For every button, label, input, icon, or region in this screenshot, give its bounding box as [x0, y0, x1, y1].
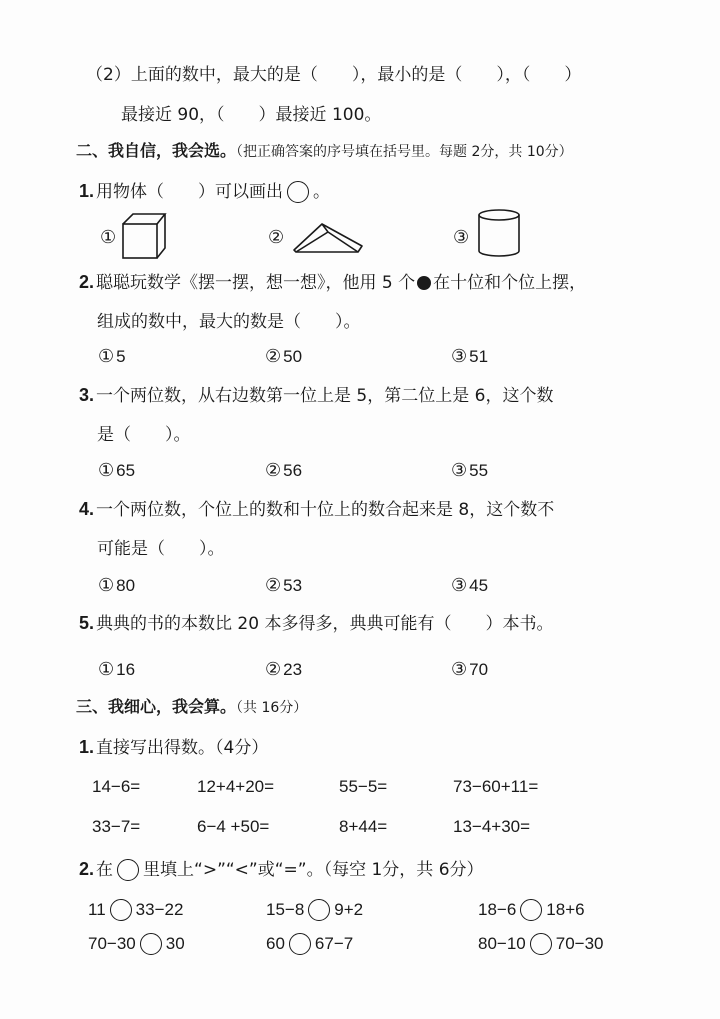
option-value: 65	[116, 461, 136, 480]
question-1-number: 1.	[79, 181, 95, 201]
compare-left: 60	[266, 934, 285, 953]
calc-item: 8+44=	[339, 817, 388, 836]
question-4	[79, 497, 554, 522]
answer-circle[interactable]	[289, 933, 311, 955]
option-mark: ①	[98, 346, 115, 367]
compare-item	[88, 897, 183, 923]
option-mark: ②	[265, 346, 282, 367]
answer-circle[interactable]	[308, 899, 330, 921]
section-3-title: 三、我细心，我会算。	[76, 697, 237, 716]
q4-option-1	[98, 574, 135, 598]
question-4-text: 一个两位数，个位上的数和十位上的数合起来是 8，这个数不	[96, 500, 555, 520]
answer-circle[interactable]	[530, 933, 552, 955]
compare-item	[478, 897, 585, 923]
compare-question-2	[79, 857, 484, 882]
section-3-note: （共 16分）	[236, 700, 308, 716]
question-1-text-end: 。	[313, 182, 331, 202]
option-mark: ②	[265, 575, 282, 596]
part1-q2-line2: 最接近 90，（ ）最接近 100。	[121, 105, 382, 125]
calc-item: 13−4+30=	[453, 817, 531, 836]
q4-option-2	[265, 574, 302, 598]
calc-item: 14−6=	[92, 777, 141, 796]
calc-item: 73−60+11=	[453, 777, 539, 796]
compare-question-2-text-end: 里填上“>”“<”或“=”。（每空 1分，共 6分）	[143, 860, 484, 880]
compare-left: 70−30	[88, 934, 136, 953]
question-4-line2: 可能是（ ）。	[97, 539, 225, 559]
option-mark: ③	[451, 575, 468, 596]
question-1-text: 用物体（ ）可以画出	[96, 182, 284, 202]
compare-item	[478, 931, 604, 957]
calc-question-1-number: 1.	[79, 737, 95, 757]
option-mark: ①	[98, 575, 115, 596]
option-value: 16	[116, 660, 136, 679]
option-value: 55	[469, 461, 489, 480]
option-mark: ③	[451, 659, 468, 680]
q2-option-3	[451, 345, 488, 369]
part1-q2-line1: （2）上面的数中，最大的是（ ），最小的是（ ），（ ）	[86, 65, 582, 85]
q4-option-3	[451, 574, 488, 598]
section-3-header	[76, 695, 307, 720]
compare-right: 70−30	[555, 934, 604, 953]
q3-option-1	[98, 459, 135, 483]
filled-dot-icon	[417, 276, 431, 290]
option-mark: ②	[265, 460, 282, 481]
option-mark: ①	[98, 659, 115, 680]
calc-item: 33−7=	[92, 817, 141, 836]
question-5-text: 典典的书的本数比 20 本多得多，典典可能有（ ）本书。	[96, 614, 554, 634]
calc-item: 6−4 +50=	[197, 817, 270, 836]
option-value: 45	[469, 576, 489, 595]
question-3-number: 3.	[79, 385, 95, 405]
question-2-text: 聪聪玩数学《摆一摆，想一想》，他用 5 个	[96, 273, 416, 293]
circle-icon	[287, 181, 309, 203]
compare-item	[266, 931, 353, 957]
compare-right: 67−7	[314, 934, 354, 953]
question-5-number: 5.	[79, 613, 95, 633]
option-mark: ③	[453, 227, 470, 248]
q1-option-3	[453, 226, 471, 250]
circle-icon	[117, 859, 139, 881]
section-2-header	[76, 139, 573, 164]
calc-item: 55−5=	[339, 777, 388, 796]
option-value: 23	[283, 660, 303, 679]
question-1	[79, 179, 330, 204]
calc-item: 12+4+20=	[197, 777, 275, 796]
cube-icon	[121, 212, 169, 262]
compare-question-2-text: 在	[96, 860, 114, 880]
compare-left: 80−10	[478, 934, 526, 953]
option-value: 5	[116, 347, 126, 366]
compare-left: 11	[88, 900, 106, 919]
compare-left: 15−8	[266, 900, 305, 919]
answer-circle[interactable]	[110, 899, 132, 921]
section-2-note: （把正确答案的序号填在括号里。每题 2分，共 10分）	[236, 144, 573, 160]
q5-option-1	[98, 658, 135, 682]
option-mark: ②	[268, 227, 285, 248]
question-2-text-end: 在十位和个位上摆，	[433, 273, 587, 293]
option-mark: ①	[100, 227, 117, 248]
option-value: 50	[283, 347, 303, 366]
triangular-prism-icon	[292, 220, 364, 254]
q5-option-3	[451, 658, 488, 682]
q1-option-1	[100, 226, 118, 250]
compare-question-2-number: 2.	[79, 859, 95, 879]
option-mark: ③	[451, 346, 468, 367]
compare-right: 33−22	[135, 900, 184, 919]
question-5	[79, 611, 553, 636]
q3-option-3	[451, 459, 488, 483]
q5-option-2	[265, 658, 302, 682]
q2-option-2	[265, 345, 302, 369]
compare-right: 30	[165, 934, 185, 953]
calc-question-1	[79, 735, 268, 760]
section-2-title: 二、我自信，我会选。	[76, 141, 237, 160]
compare-item	[266, 897, 363, 923]
q1-option-2	[268, 226, 286, 250]
option-mark: ③	[451, 460, 468, 481]
question-3-line2: 是（ ）。	[97, 425, 191, 445]
option-value: 80	[116, 576, 136, 595]
calc-question-1-text: 直接写出得数。（4分）	[96, 738, 269, 758]
option-value: 51	[469, 347, 489, 366]
q2-option-1	[98, 345, 126, 369]
question-4-number: 4.	[79, 499, 95, 519]
option-mark: ①	[98, 460, 115, 481]
answer-circle[interactable]	[140, 933, 162, 955]
option-value: 70	[469, 660, 489, 679]
compare-right: 18+6	[546, 900, 585, 919]
question-2-number: 2.	[79, 272, 95, 292]
question-3	[79, 383, 553, 408]
option-value: 56	[283, 461, 303, 480]
cylinder-icon	[476, 208, 522, 258]
question-3-text: 一个两位数，从右边数第一位上是 5，第二位上是 6，这个数	[96, 386, 554, 406]
answer-circle[interactable]	[520, 899, 542, 921]
compare-right: 9+2	[334, 900, 364, 919]
option-value: 53	[283, 576, 303, 595]
question-2	[79, 270, 586, 295]
compare-left: 18−6	[478, 900, 517, 919]
question-2-line2: 组成的数中，最大的数是（ ）。	[97, 312, 361, 332]
q3-option-2	[265, 459, 302, 483]
option-mark: ②	[265, 659, 282, 680]
compare-item	[88, 931, 185, 957]
